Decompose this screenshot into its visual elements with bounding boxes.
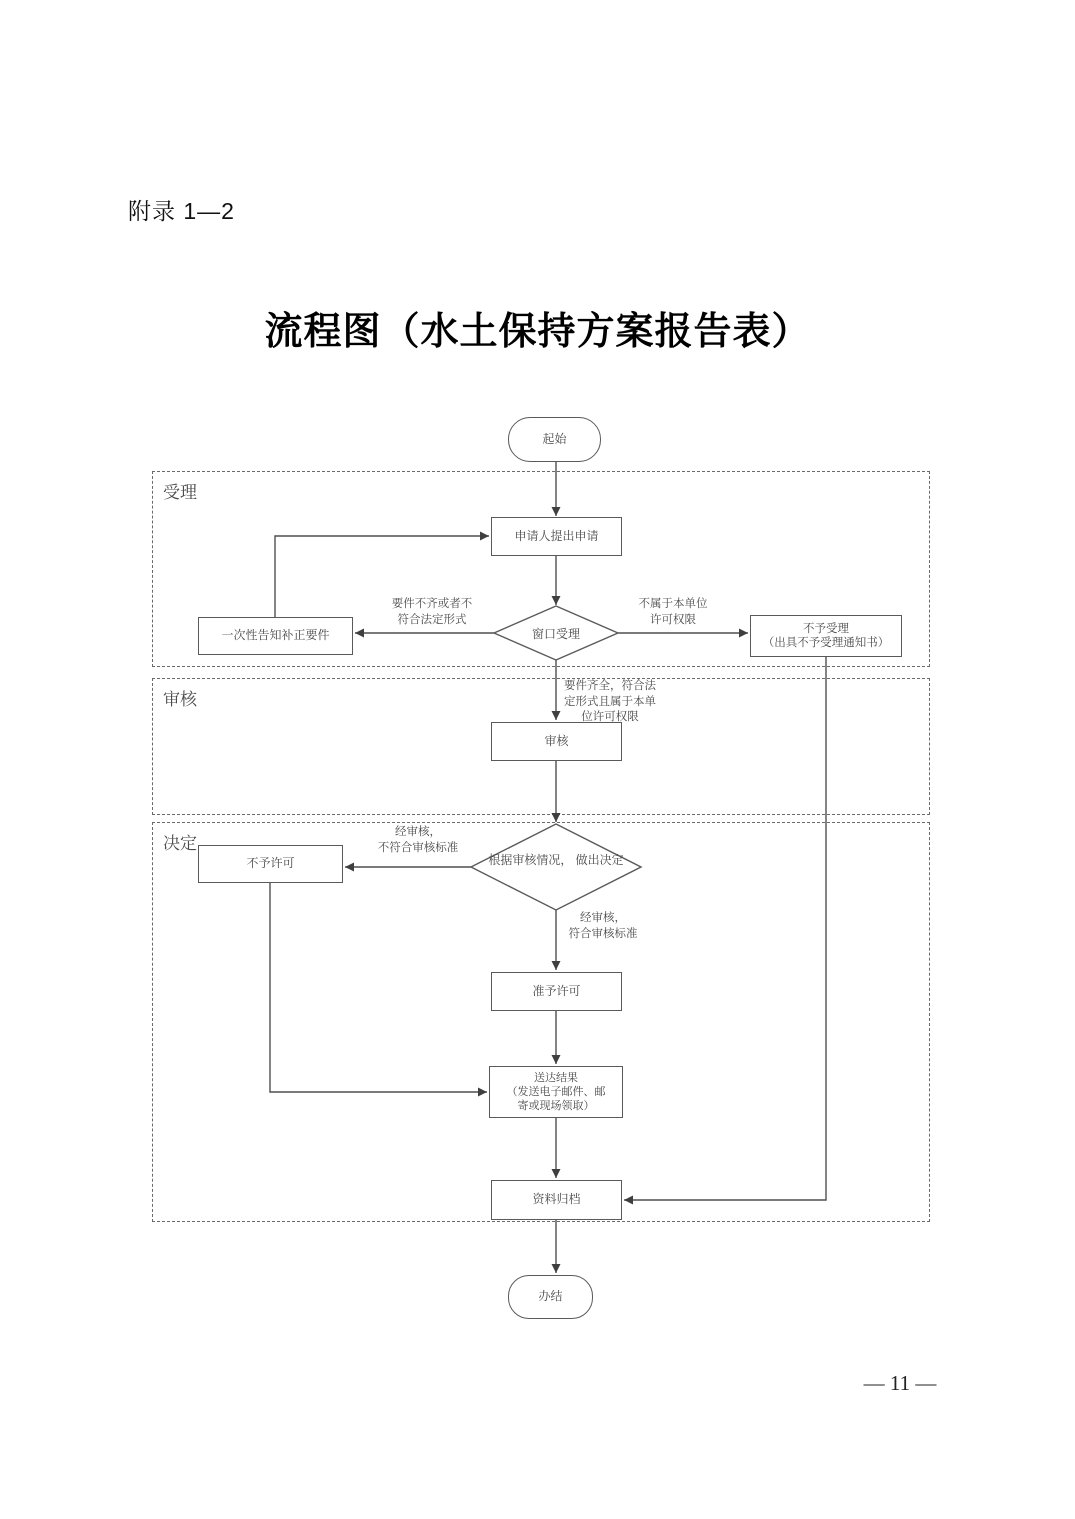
decision-label bbox=[485, 852, 627, 868]
notify-correction-node bbox=[198, 617, 353, 655]
edge-label-incomplete-line1: 要件不齐或者不 bbox=[391, 598, 473, 610]
deliver-result-line1: 送达结果 bbox=[534, 1071, 578, 1084]
page-number: — 11 — bbox=[863, 1371, 937, 1395]
grant-permit-label: 准予许可 bbox=[532, 983, 581, 998]
edge-label-complete-line1: 要件齐全，符合法 bbox=[564, 680, 656, 692]
section-acceptance-label: 受理 bbox=[163, 483, 197, 502]
window-review-label: 窗口受理 bbox=[531, 627, 580, 641]
edge-label-complete-line3: 位许可权限 bbox=[581, 711, 639, 724]
edge-label-incomplete bbox=[376, 597, 488, 628]
start-node-label: 起始 bbox=[542, 431, 567, 446]
grant-permit-node bbox=[491, 972, 622, 1011]
edge-label-complete bbox=[558, 679, 662, 726]
page-title: 流程图（水土保持方案报告表） bbox=[264, 311, 811, 353]
edge-label-not-authority bbox=[626, 597, 720, 628]
edge-label-not-authority-line1: 不属于本单位 bbox=[638, 598, 708, 610]
reject-acceptance-line1: 不予受理 bbox=[803, 622, 849, 635]
appendix-label: 附录 1—2 bbox=[128, 198, 235, 224]
section-decision-label: 决定 bbox=[163, 834, 197, 853]
connector-deny-to-deliver bbox=[270, 883, 487, 1092]
deliver-result-line2: （发送电子邮件、邮 bbox=[506, 1085, 606, 1098]
deny-permit-node bbox=[198, 845, 343, 883]
deliver-result-line3: 寄或现场领取） bbox=[517, 1100, 595, 1113]
archive-node bbox=[491, 1180, 622, 1220]
connector-reject-to-archive bbox=[624, 657, 826, 1200]
reject-acceptance-node bbox=[750, 615, 902, 657]
apply-node-label: 申请人提出申请 bbox=[514, 528, 599, 543]
archive-node-label: 资料归档 bbox=[532, 1192, 581, 1207]
start-node bbox=[508, 417, 601, 462]
end-node bbox=[508, 1275, 593, 1319]
apply-node bbox=[491, 517, 622, 556]
edge-label-review-pass-line1: 经审核， bbox=[580, 912, 626, 924]
section-review-label: 审核 bbox=[163, 690, 197, 709]
review-node-label: 审核 bbox=[544, 733, 569, 748]
review-node bbox=[491, 722, 622, 761]
deliver-result-node bbox=[489, 1066, 623, 1118]
edge-label-review-pass bbox=[554, 911, 652, 942]
edge-label-review-fail-line1: 经审核， bbox=[395, 826, 441, 838]
decision-line1: 根据审核情况， bbox=[488, 853, 573, 867]
decision-line2: 做出决定 bbox=[575, 853, 624, 867]
edge-label-review-fail-line2: 不符合审核标准 bbox=[377, 841, 459, 854]
edge-label-review-pass-line2: 符合审核标准 bbox=[568, 927, 638, 940]
notify-correction-label: 一次性告知补正要件 bbox=[221, 628, 330, 643]
reject-acceptance-line2: （出具不予受理通知书） bbox=[762, 637, 890, 649]
edge-label-not-authority-line2: 许可权限 bbox=[650, 613, 696, 626]
end-node-label: 办结 bbox=[538, 1289, 563, 1304]
edge-label-review-fail bbox=[368, 825, 468, 856]
edge-label-incomplete-line2: 符合法定形式 bbox=[397, 613, 467, 626]
deny-permit-label: 不予许可 bbox=[246, 856, 295, 871]
edge-label-complete-line2: 定形式且属于本单 bbox=[564, 695, 656, 708]
